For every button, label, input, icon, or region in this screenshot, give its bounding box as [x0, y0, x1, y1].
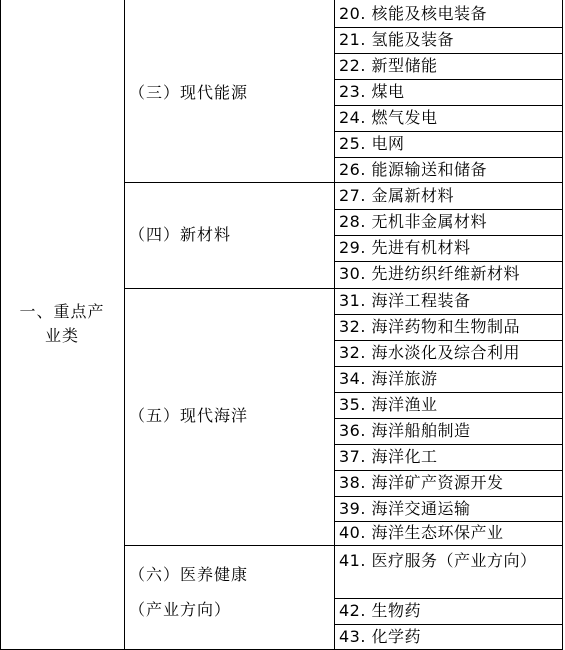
- group-separator: [124, 545, 334, 546]
- list-item: 22. 新型储能: [339, 56, 438, 75]
- list-item: 40. 海洋生态环保产业: [339, 523, 504, 542]
- column-divider-1: [124, 0, 125, 650]
- list-item: 31. 海洋工程装备: [339, 291, 471, 310]
- list-item: 21. 氢能及装备: [339, 30, 455, 49]
- list-item: 34. 海洋旅游: [339, 369, 438, 388]
- list-item: 43. 化学药: [339, 627, 422, 646]
- root-category-label: [0, 300, 124, 348]
- group-label-health: （六）医养健康: [129, 565, 249, 584]
- list-item: 20. 核能及核电装备: [339, 4, 488, 23]
- list-item: 26. 能源输送和储备: [339, 160, 488, 179]
- list-item: 30. 先进纺织纤维新材料: [339, 264, 521, 283]
- list-item: 42. 生物药: [339, 601, 422, 620]
- list-item: 36. 海洋船舶制造: [339, 421, 471, 440]
- root-category-line-2: 业类: [44, 326, 79, 345]
- list-item: 27. 金属新材料: [339, 186, 455, 205]
- group-label-health-cont: （产业方向）: [129, 600, 232, 619]
- list-item: 38. 海洋矿产资源开发: [339, 473, 504, 492]
- group-label-materials: （四）新材料: [129, 225, 232, 244]
- list-item: 25. 电网: [339, 134, 405, 153]
- list-item: 29. 先进有机材料: [339, 238, 471, 257]
- list-item: 28. 无机非金属材料: [339, 212, 488, 231]
- list-item: 35. 海洋渔业: [339, 395, 438, 414]
- table-border-right: [562, 0, 563, 650]
- list-item: 32. 海洋药物和生物制品: [339, 317, 521, 336]
- column-divider-2: [334, 0, 335, 650]
- root-category-line-1: 一、重点产: [19, 302, 105, 321]
- list-item: 32. 海水淡化及综合利用: [339, 343, 521, 362]
- list-item: 23. 煤电: [339, 82, 405, 101]
- group-separator: [124, 182, 334, 183]
- list-item: 24. 燃气发电: [339, 108, 438, 127]
- list-item: 41. 医疗服务（产业方向）: [339, 551, 537, 570]
- list-item: 39. 海洋交通运输: [339, 499, 471, 518]
- group-label-energy: （三）现代能源: [129, 83, 249, 102]
- group-separator: [124, 288, 334, 289]
- list-item: 37. 海洋化工: [339, 447, 438, 466]
- group-label-ocean: （五）现代海洋: [129, 406, 249, 425]
